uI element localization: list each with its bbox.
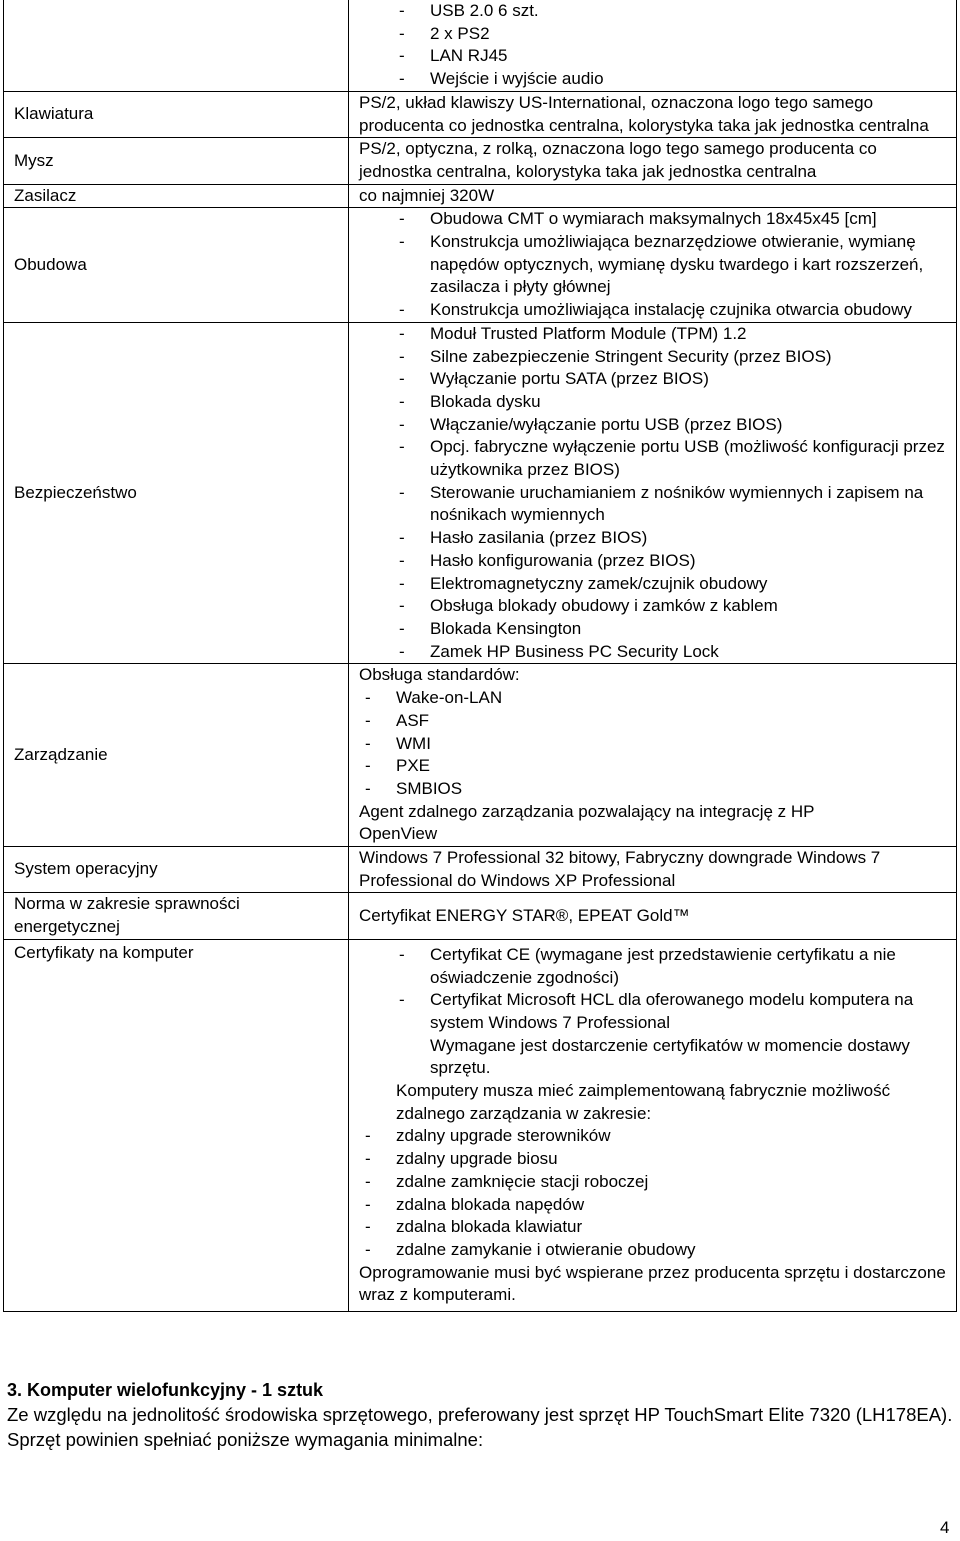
row-label: Bezpieczeństwo <box>4 322 349 664</box>
row-value <box>349 939 957 1311</box>
table-row-security <box>4 322 957 664</box>
certs-note: Wymagane jest dostarczenie certyfikatów w momencie dostawy sprzętu. <box>430 1035 910 1078</box>
table-row-keyboard <box>4 91 957 137</box>
list-item: - Elektromagnetyczny zamek/czujnik obudowy <box>359 573 952 596</box>
list-item: - 2 x PS2 <box>359 23 952 46</box>
list-item: - WMI <box>359 733 952 756</box>
row-label: Zasilacz <box>4 184 349 208</box>
list-item: - Włączanie/wyłączanie portu USB (przez BIOS) <box>359 414 952 437</box>
spec-table <box>3 0 957 1312</box>
list-item: - Blokada Kensington <box>359 618 952 641</box>
list-item: - zdalne zamykanie i otwieranie obudowy <box>359 1239 952 1262</box>
list-item: - Opcj. fabryczne wyłączenie portu USB (możliwość konfiguracji przez użytkownika przez BIOS) <box>359 436 952 481</box>
table-row-management <box>4 664 957 847</box>
management-intro: Obsługa standardów: <box>359 665 520 685</box>
row-label: Obudowa <box>4 208 349 323</box>
remote-intro: Komputery musza mieć zaimplementowaną fabrycznie możliwość zdalnego zarządzania w zakresie: <box>396 1081 891 1123</box>
row-label: Klawiatura <box>4 91 349 137</box>
list-item: - zdalna blokada napędów <box>359 1194 952 1217</box>
certs-outro: Oprogramowanie musi być wspierane przez producenta sprzętu i dostarczone wraz z komputerami. <box>359 1262 946 1305</box>
table-row-certs <box>4 939 957 1311</box>
list-item: - Konstrukcja umożliwiająca beznarzędziowe otwieranie, wymianę napędów optycznych, wymianę dysku twardego i kart rozszerzeń, zasilacza i płyty głównej <box>359 231 952 299</box>
management-outro: Agent zdalnego zarządzania pozwalający na integrację z HP OpenView <box>359 801 815 844</box>
row-value: Certyfikat ENERGY STAR®, EPEAT Gold™ <box>349 893 957 939</box>
table-row-case <box>4 208 957 323</box>
list-item: - Konstrukcja umożliwiająca instalację czujnika otwarcia obudowy <box>359 299 952 322</box>
list-item: - Obsługa blokady obudowy i zamków z kablem <box>359 595 952 618</box>
list-item: - LAN RJ45 <box>359 45 952 68</box>
remote-list <box>359 1125 952 1261</box>
list-item: - Wyłączanie portu SATA (przez BIOS) <box>359 368 952 391</box>
table-row-energy <box>4 893 957 939</box>
row-label: Zarządzanie <box>4 664 349 847</box>
row-value: PS/2, optyczna, z rolką, oznaczona logo tego samego producenta co jednostka centralna, kolorystyka taka jak jednostka centralna <box>349 138 957 184</box>
list-item: - zdalna blokada klawiatur <box>359 1216 952 1239</box>
ports-list <box>359 0 952 91</box>
page-number: 4 <box>940 1518 950 1537</box>
row-value: co najmniej 320W <box>349 184 957 208</box>
row-value-ports <box>349 0 957 91</box>
row-value <box>349 664 957 847</box>
list-item: - Zamek HP Business PC Security Lock <box>359 641 952 664</box>
section-intro: Ze względu na jednolitość środowiska sprzętowego, preferowany jest sprzęt HP TouchSmart Elite 7320 (LH178EA). Sprzęt powinien spełniać poniższe wymagania minimalne: <box>7 1404 953 1450</box>
list-item: - Moduł Trusted Platform Module (TPM) 1.2 <box>359 323 952 346</box>
list-item: - Wejście i wyjście audio <box>359 68 952 91</box>
list-item: - Silne zabezpieczenie Stringent Security (przez BIOS) <box>359 346 952 369</box>
list-item: - Hasło zasilania (przez BIOS) <box>359 527 952 550</box>
row-value <box>349 322 957 664</box>
security-list <box>359 323 952 664</box>
row-label: System operacyjny <box>4 847 349 893</box>
table-row-ports <box>4 0 957 91</box>
list-item: - SMBIOS <box>359 778 952 801</box>
list-item: - Obudowa CMT o wymiarach maksymalnych 18x45x45 [cm] <box>359 208 952 231</box>
list-item: - ASF <box>359 710 952 733</box>
table-row-os <box>4 847 957 893</box>
row-value <box>349 208 957 323</box>
row-label: Norma w zakresie sprawności energetycznej <box>4 893 349 939</box>
list-item: - Wake-on-LAN <box>359 687 952 710</box>
management-list <box>359 687 952 801</box>
list-item: - zdalny upgrade sterowników <box>359 1125 952 1148</box>
section-heading: 3. Komputer wielofunkcyjny - 1 sztuk <box>7 1380 324 1400</box>
table-row-psu <box>4 184 957 208</box>
row-label: Certyfikaty na komputer <box>4 939 349 1311</box>
list-item: - Certyfikat Microsoft HCL dla oferowanego modelu komputera na system Windows 7 Professional <box>359 989 952 1034</box>
list-item: - USB 2.0 6 szt. <box>359 0 952 23</box>
list-item: - zdalne zamknięcie stacji roboczej <box>359 1171 952 1194</box>
list-item: - Certyfikat CE (wymagane jest przedstawienie certyfikatu a nie oświadczenie zgodności) <box>359 944 952 989</box>
certs-list <box>359 944 952 1035</box>
table-row-mouse <box>4 138 957 184</box>
row-value: PS/2, układ klawiszy US-International, oznaczona logo tego samego producenta co jednostka centralna, kolorystyka taka jak jednostka centralna <box>349 91 957 137</box>
case-list <box>359 208 952 322</box>
list-item: - PXE <box>359 755 952 778</box>
list-item: - Sterowanie uruchamianiem z nośników wymiennych i zapisem na nośnikach wymiennych <box>359 482 952 527</box>
row-label: Mysz <box>4 138 349 184</box>
list-item: - zdalny upgrade biosu <box>359 1148 952 1171</box>
row-label-ports <box>4 0 349 91</box>
row-value: Windows 7 Professional 32 bitowy, Fabryczny downgrade Windows 7 Professional do Windows XP Professional <box>349 847 957 893</box>
list-item: - Hasło konfigurowania (przez BIOS) <box>359 550 952 573</box>
list-item: - Blokada dysku <box>359 391 952 414</box>
